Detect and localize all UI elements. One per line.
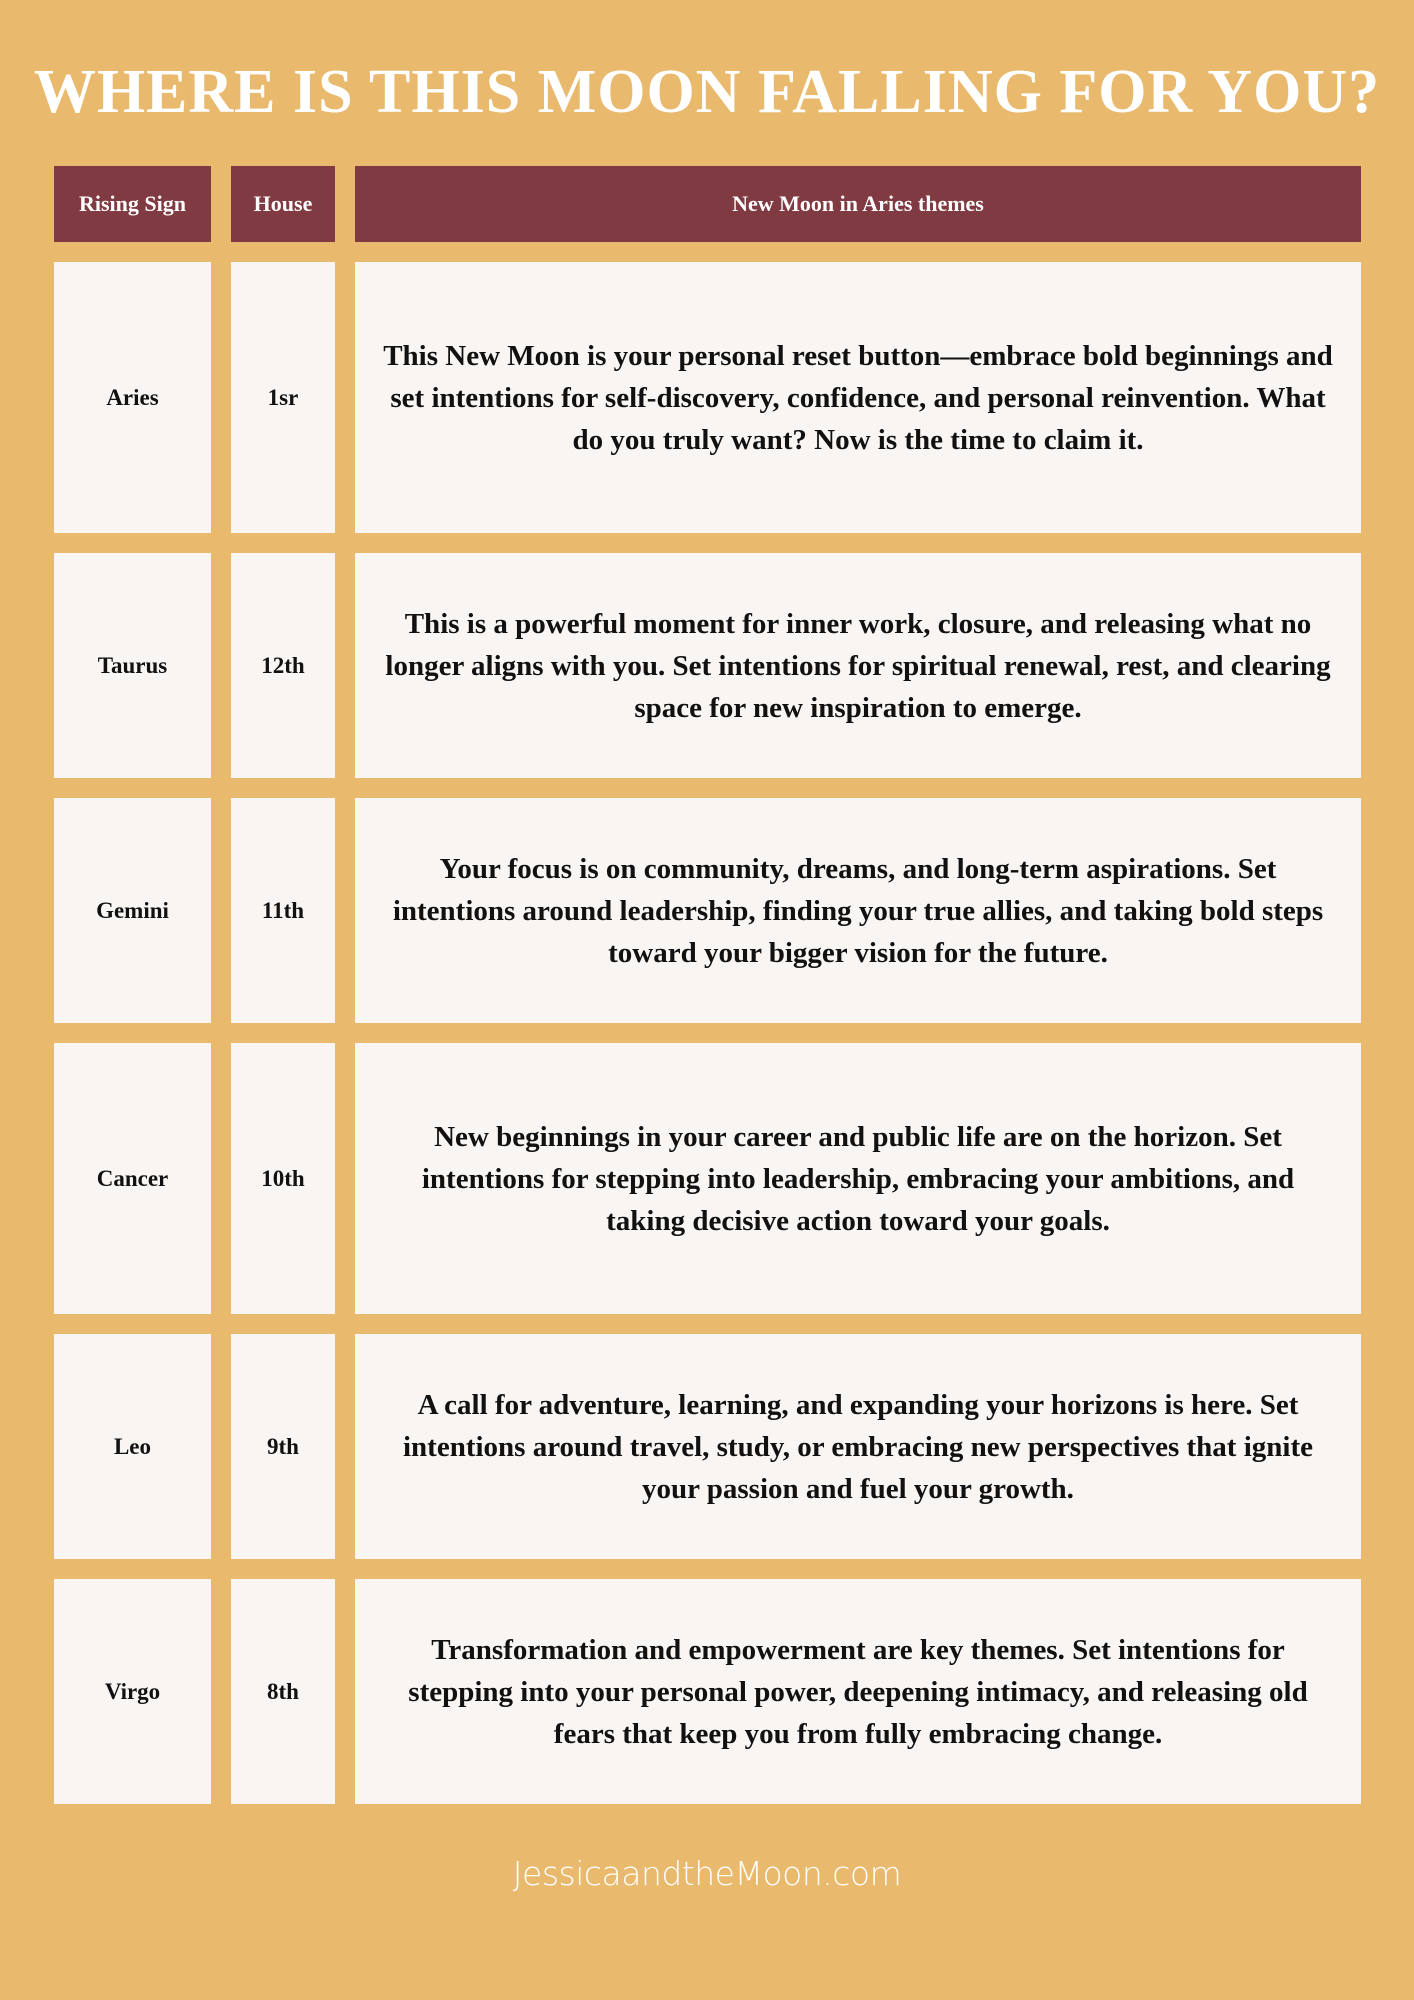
rising-sign-cell: Leo: [54, 1334, 211, 1559]
rising-sign-cell: Aries: [54, 262, 211, 533]
header-rising-sign: Rising Sign: [54, 166, 211, 242]
theme-cell: Your focus is on community, dreams, and long-term aspirations. Set intentions around leadership, finding your true allies, and taking bold steps toward your bigger vision for the future.: [355, 798, 1361, 1023]
house-cell: 8th: [231, 1579, 335, 1804]
page-title: WHERE IS THIS MOON FALLING FOR YOU?: [33, 58, 1381, 126]
house-cell: 10th: [231, 1043, 335, 1314]
theme-cell: This New Moon is your personal reset button—embrace bold beginnings and set intentions for self-discovery, confidence, and personal reinvention. What do you truly want? Now is the time to claim it.: [355, 262, 1361, 533]
rising-sign-cell: Taurus: [54, 553, 211, 778]
rising-sign-cell: Gemini: [54, 798, 211, 1023]
theme-cell: Transformation and empowerment are key themes. Set intentions for stepping into your personal power, deepening intimacy, and releasing old fears that keep you from fully embracing change.: [355, 1579, 1361, 1804]
house-cell: 1sr: [231, 262, 335, 533]
theme-cell: New beginnings in your career and public life are on the horizon. Set intentions for stepping into leadership, embracing your ambitions, and taking decisive action toward your goals.: [355, 1043, 1361, 1314]
theme-cell: A call for adventure, learning, and expanding your horizons is here. Set intentions around travel, study, or embracing new perspectives that ignite your passion and fuel your growth.: [355, 1334, 1361, 1559]
house-cell: 11th: [231, 798, 335, 1023]
house-cell: 9th: [231, 1334, 335, 1559]
header-house: House: [231, 166, 335, 242]
rising-sign-cell: Virgo: [54, 1579, 211, 1804]
header-themes: New Moon in Aries themes: [355, 166, 1361, 242]
theme-cell: This is a powerful moment for inner work, closure, and releasing what no longer aligns with you. Set intentions for spiritual renewal, rest, and clearing space for new inspiration to emerge.: [355, 553, 1361, 778]
website-link[interactable]: JessicaandtheMoon.com: [512, 1854, 902, 1893]
rising-sign-cell: Cancer: [54, 1043, 211, 1314]
house-cell: 12th: [231, 553, 335, 778]
